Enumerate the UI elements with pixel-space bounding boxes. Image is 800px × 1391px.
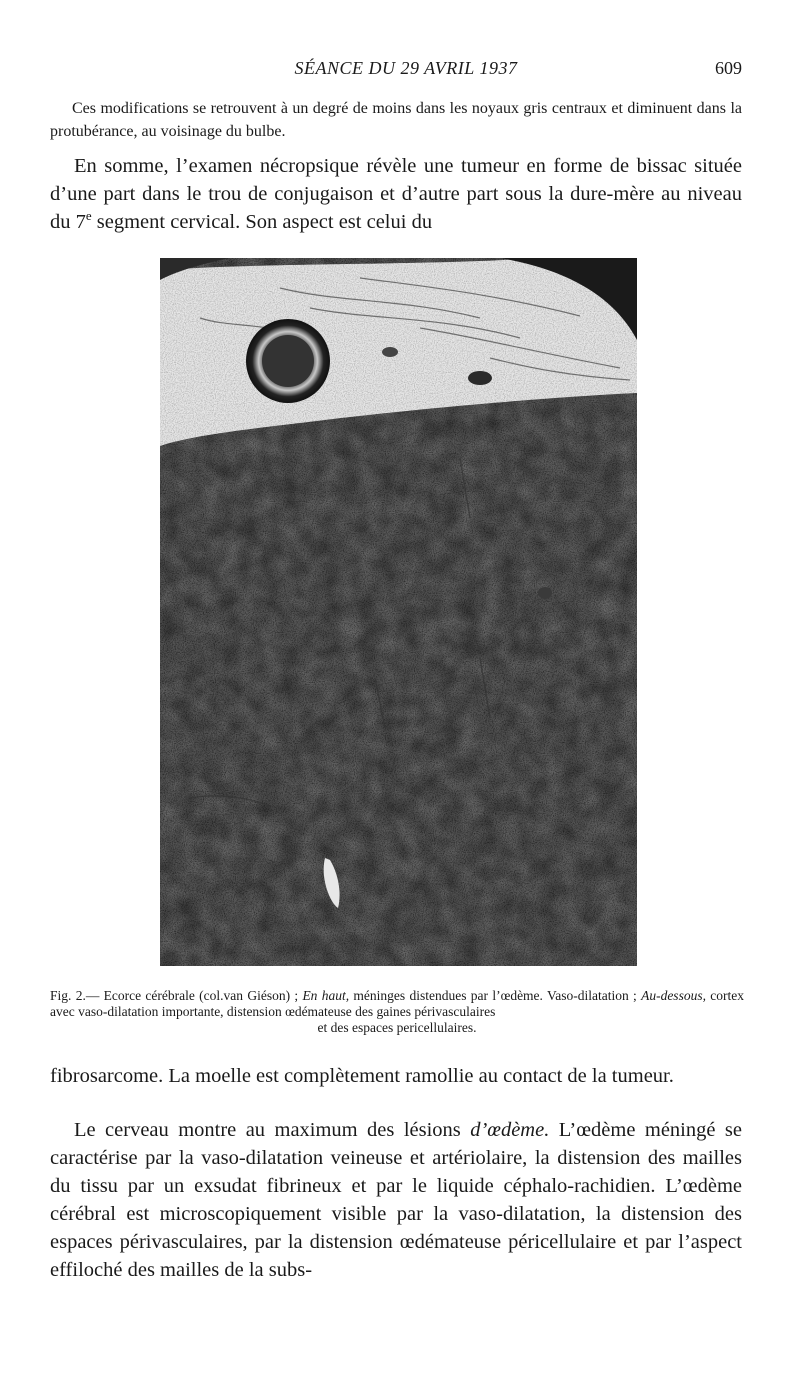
figure-caption xyxy=(50,988,744,1036)
caption-italic-1: En haut, xyxy=(302,988,350,1003)
intro-paragraph: Ces modifications se retrouvent à un degré de moins dans les noyaux gris centraux et diminuent dans la protubérance, au voisinage du bulbe. xyxy=(50,100,742,140)
caption-last-line: et des espaces pericellulaires. xyxy=(317,1020,477,1035)
page-number: 609 xyxy=(715,58,742,78)
caption-italic-2: Au-dessous, xyxy=(641,988,706,1003)
paragraph-3 xyxy=(50,1116,742,1284)
caption-text-1: Ecorce cérébrale (col.van Giéson) ; xyxy=(99,988,303,1003)
paragraph-3-italic: d’œdème. xyxy=(470,1119,550,1141)
superscript-e: e xyxy=(85,208,92,224)
paragraph-3-text-end: L’œdème méningé se caractérise par la vaso-dilatation veineuse et artériolaire, la distension des mailles du tissu par un exsudat fibrineux et par le liquide céphalo-rachidien. L’œdème cérébral est microscopiquement visible par la vaso-dilatation, la distension des espaces périvasculaires, par la distension œdémateuse péricellulaire et par l’aspect effiloché des mailles de la subs- xyxy=(50,1119,742,1281)
paragraph-1-text: En somme, l’examen nécropsique révèle une tumeur en forme de bissac située d’une part dans le trou de conjugaison et d’autre part sous la dure-mère au niveau du 7 xyxy=(50,155,742,233)
caption-text-3: cortex avec vaso-dilatation importante, distension œdémateuse des gaines périvasculaires xyxy=(50,988,744,1019)
running-header xyxy=(70,58,742,82)
caption-text-2: méninges distendues par l’œdème. Vaso-dilatation ; xyxy=(349,988,642,1003)
paragraph-2: fibrosarcome. La moelle est complètement ramollie au contact de la tumeur. xyxy=(50,1065,674,1087)
micrograph-image xyxy=(160,258,637,966)
paragraph-1 xyxy=(50,152,742,236)
paragraph-1-text-end: segment cervical. Son aspect est celui du xyxy=(91,211,433,233)
figure-label: Fig. 2.— xyxy=(50,988,100,1003)
running-title: SÉANCE DU 29 AVRIL 1937 xyxy=(294,58,518,78)
paragraph-3-text: Le cerveau montre au maximum des lésions xyxy=(74,1119,471,1141)
micrograph-figure xyxy=(160,258,637,966)
